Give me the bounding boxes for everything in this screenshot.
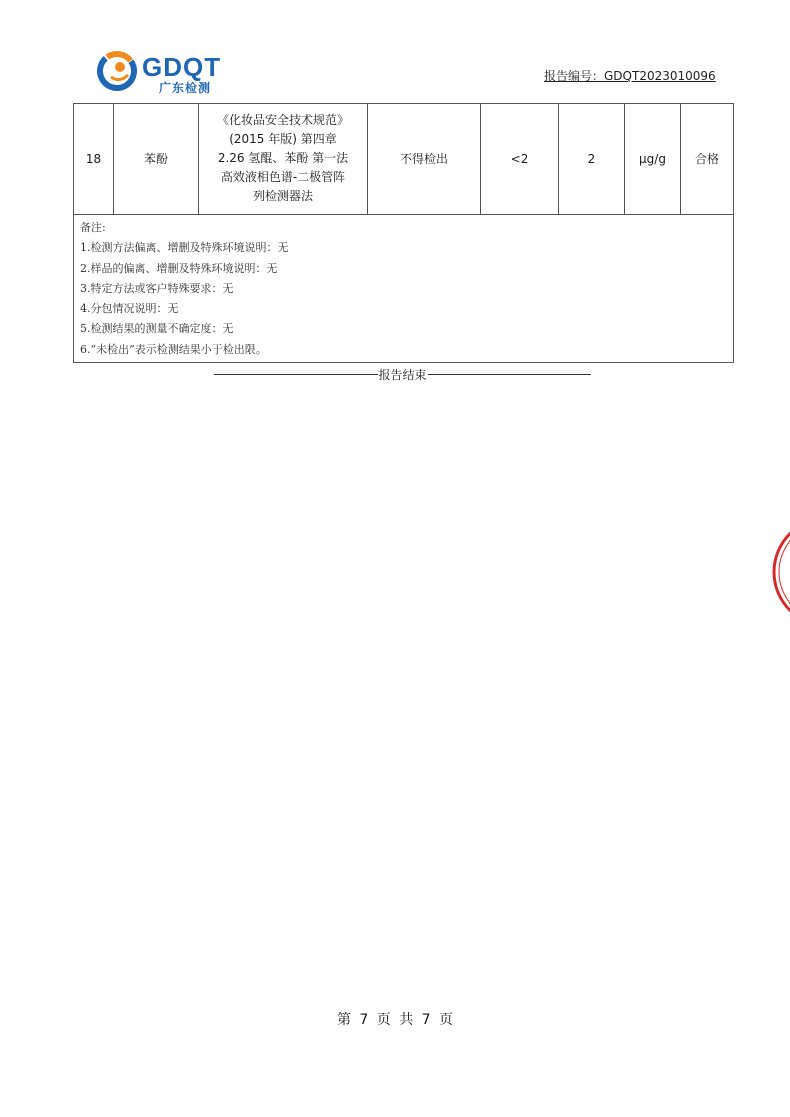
report-number: 报告编号：GDQT2023010096 [544,69,716,83]
page-number: 第 7 页 共 7 页 [336,1012,454,1028]
divider [428,374,592,375]
note-item: 3.特定方法或客户特殊要求：无 [80,281,234,295]
logo-subtext: 广东检测 [159,81,212,95]
company-logo [95,47,245,97]
method-line: 2.26 氢醌、苯酚 第一法 [217,150,349,165]
divider [214,374,378,375]
test-result: <2 [481,104,559,215]
detection-limit: 2 [559,104,625,215]
method-line: 高效液相色谱-二极管阵 [220,169,346,184]
conclusion: 合格 [681,104,734,215]
notes-cell [74,215,734,363]
notes-row [74,215,734,363]
logo-mark-icon [95,47,245,97]
standard-value: 不得检出 [368,104,481,215]
table-row [74,104,734,215]
result-table [73,103,734,363]
seal-icon [766,516,790,628]
test-item: 苯酚 [114,104,199,215]
method-line: (2015 年版) 第四章 [229,131,337,146]
method-line: 列检测器法 [252,188,313,203]
report-end-marker [214,366,591,383]
report-end-text: 报告结束 [378,368,427,382]
method-line: 《化妆品安全技术规范》 [216,112,349,127]
note-item: 6.“未检出”表示检测结果小于检出限。 [80,342,267,356]
notes-title: 备注: [80,221,106,234]
note-item: 2.样品的偏离、增删及特殊环境说明：无 [80,261,278,275]
logo-text: GDQT [142,52,222,82]
official-seal [766,516,790,628]
note-item: 4.分包情况说明：无 [80,302,179,316]
note-item: 1.检测方法偏离、增删及特殊环境说明：无 [80,241,289,255]
row-index: 18 [74,104,114,215]
note-item: 5.检测结果的测量不确定度：无 [80,322,234,336]
test-method [199,104,368,215]
unit: μg/g [625,104,681,215]
